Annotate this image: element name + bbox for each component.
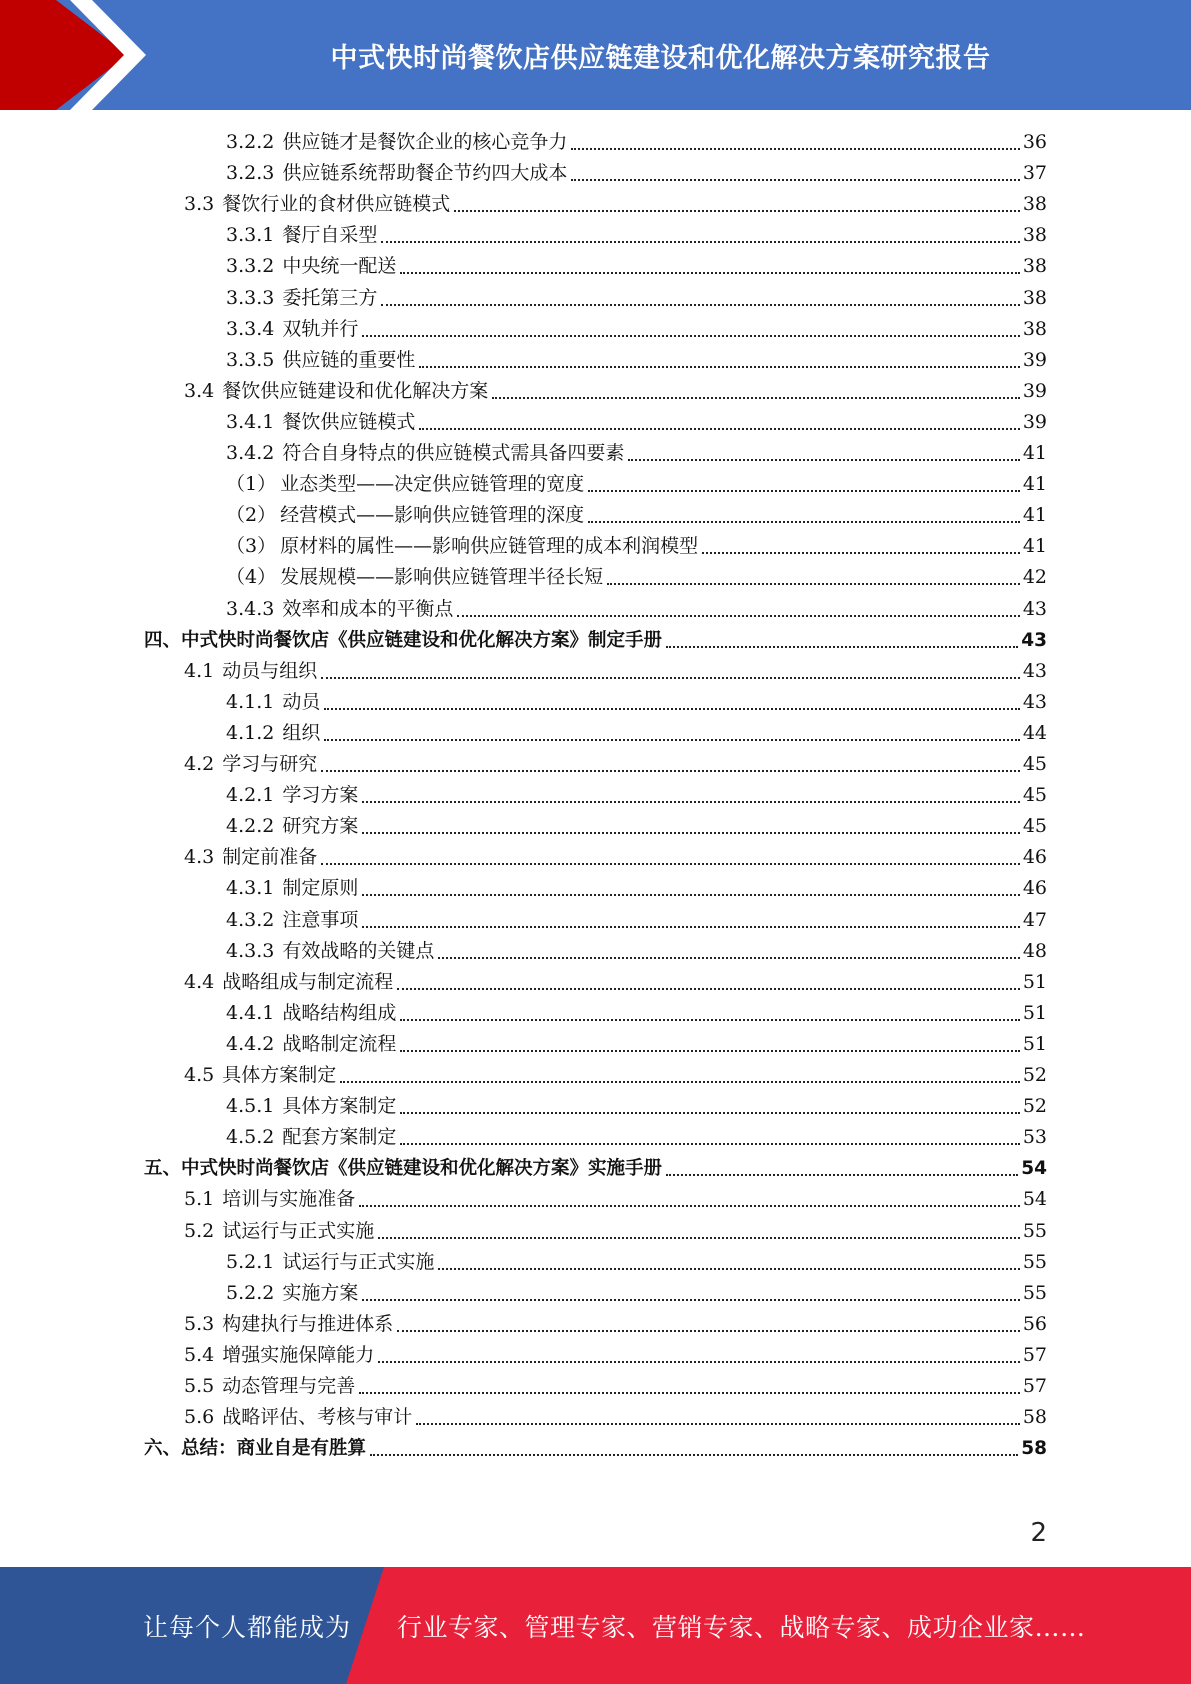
toc-entry-title: 中式快时尚餐饮店《供应链建设和优化解决方案》制定手册	[181, 629, 663, 651]
toc-entry[interactable]	[184, 1371, 1047, 1402]
toc-entry-number: （2）	[226, 504, 277, 527]
toc-entry-page: 45	[1022, 815, 1047, 838]
toc-entry-title: 学习方案	[282, 784, 359, 807]
toc-entry-number: 4.5.2	[226, 1126, 275, 1149]
toc-entry-number: 3.4.2	[226, 442, 275, 464]
toc-entry-number: 4.4.1	[226, 1001, 275, 1024]
toc-entry-number: 3.2.3	[226, 162, 275, 185]
toc-entry-page: 55	[1022, 1219, 1047, 1242]
toc-entry-page: 55	[1022, 1281, 1047, 1304]
toc-dot-leader	[571, 148, 1019, 150]
toc-entry-page: 38	[1022, 317, 1047, 340]
toc-entry-title: 试运行与正式实施	[222, 1219, 375, 1242]
toc-entry-number: 六、	[144, 1438, 182, 1460]
toc-entry[interactable]	[226, 500, 1047, 531]
toc-entry[interactable]	[226, 127, 1047, 158]
toc-entry[interactable]	[184, 376, 1047, 407]
toc-entry-number: 4.5.1	[226, 1095, 275, 1118]
toc-entry[interactable]	[226, 905, 1047, 936]
toc-dot-leader	[400, 1143, 1019, 1145]
toc-entry[interactable]	[226, 407, 1047, 438]
toc-entry-title: 培训与实施准备	[222, 1188, 356, 1211]
toc-entry[interactable]	[226, 998, 1047, 1029]
toc-entry-page: 43	[1022, 659, 1047, 682]
toc-dot-leader	[457, 615, 1019, 617]
toc-entry-title: 供应链才是餐饮企业的核心竞争力	[282, 131, 568, 153]
toc-entry-title: 具体方案制定	[222, 1064, 337, 1086]
document-title: 中式快时尚餐饮店供应链建设和优化解决方案研究报告	[330, 42, 991, 74]
toc-dot-leader	[359, 1205, 1020, 1207]
header-arrow-decoration	[0, 0, 160, 110]
toc-entry-number: 3.3.3	[226, 286, 275, 309]
toc-dot-leader	[571, 179, 1019, 181]
toc-entry-title: 餐饮行业的食材供应链模式	[222, 193, 451, 216]
toc-entry-title: 效率和成本的平衡点	[282, 597, 454, 620]
toc-entry-title: 试运行与正式实施	[282, 1250, 435, 1273]
toc-dot-leader	[588, 521, 1020, 523]
toc-entry[interactable]	[184, 749, 1047, 780]
toc-entry-page: 38	[1022, 224, 1047, 247]
toc-entry-page: 44	[1022, 721, 1047, 744]
toc-dot-leader	[588, 490, 1020, 492]
toc-dot-leader	[362, 832, 1019, 834]
toc-entry-title: 战略评估、考核与审计	[222, 1406, 413, 1429]
toc-entry-number: （1）	[226, 473, 277, 496]
toc-entry-title: 总结：商业自是有胜算	[181, 1438, 367, 1460]
toc-entry[interactable]	[226, 158, 1047, 189]
toc-dot-leader	[400, 1050, 1019, 1052]
toc-dot-leader	[362, 926, 1019, 928]
toc-entry-page: 53	[1022, 1126, 1047, 1149]
toc-entry-page: 46	[1022, 877, 1047, 900]
toc-entry-number: 4.3.3	[226, 939, 275, 962]
toc-dot-leader	[321, 863, 1020, 865]
toc-entry-title: 供应链的重要性	[282, 348, 416, 371]
toc-entry-title: 委托第三方	[282, 286, 378, 309]
toc-entry[interactable]	[226, 220, 1047, 251]
toc-entry-title: 发展规模——影响供应链管理半径长短	[280, 566, 604, 589]
toc-entry-title: 经营模式——影响供应链管理的深度	[280, 504, 585, 527]
toc-dot-leader	[370, 1454, 1018, 1456]
toc-entry[interactable]	[226, 438, 1047, 469]
page-header	[0, 0, 1191, 110]
toc-entry-title: 制定原则	[282, 877, 359, 900]
toc-dot-leader	[400, 1112, 1019, 1114]
toc-entry-number: 5.2.1	[226, 1250, 275, 1273]
toc-entry-number: 5.6	[184, 1406, 215, 1429]
page-footer	[0, 1567, 1191, 1684]
toc-dot-leader	[321, 677, 1020, 679]
toc-entry[interactable]	[226, 780, 1047, 811]
toc-entry-number: 5.4	[184, 1343, 215, 1366]
toc-entry[interactable]	[226, 1278, 1047, 1309]
toc-entry[interactable]	[184, 1340, 1047, 1371]
toc-dot-leader	[397, 1330, 1020, 1332]
toc-entry[interactable]	[226, 345, 1047, 376]
toc-entry-title: 注意事项	[282, 908, 359, 931]
toc-entry-title: 构建执行与推进体系	[222, 1312, 394, 1335]
toc-entry[interactable]	[184, 189, 1047, 220]
toc-entry-number: 5.5	[184, 1375, 215, 1397]
toc-entry-number: 3.2.2	[226, 131, 275, 153]
toc-entry-page: 38	[1022, 255, 1047, 278]
toc-dot-leader	[400, 272, 1019, 274]
toc-entry[interactable]	[184, 1309, 1047, 1340]
toc-entry-number: （3）	[226, 535, 277, 558]
toc-entry-page: 41	[1022, 504, 1047, 527]
toc-entry-number: 3.3.5	[226, 348, 275, 371]
toc-entry-page: 39	[1022, 348, 1047, 371]
toc-dot-leader	[362, 894, 1019, 896]
toc-entry[interactable]	[184, 1184, 1047, 1215]
toc-entry[interactable]	[226, 531, 1047, 562]
toc-entry-page: 51	[1022, 970, 1047, 993]
toc-entry-page: 39	[1022, 379, 1047, 402]
toc-dot-leader	[454, 210, 1020, 212]
toc-entry-page: 43	[1021, 629, 1047, 651]
toc-entry[interactable]	[226, 1091, 1047, 1122]
toc-entry-title: 战略制定流程	[282, 1032, 397, 1055]
toc-entry[interactable]	[226, 469, 1047, 500]
toc-entry-title: 双轨并行	[282, 317, 359, 340]
toc-entry[interactable]	[226, 283, 1047, 314]
toc-entry-page: 57	[1022, 1375, 1047, 1397]
toc-entry[interactable]	[144, 1153, 1047, 1184]
toc-dot-leader	[702, 552, 1020, 554]
toc-entry-title: 有效战略的关键点	[282, 939, 435, 962]
footer-slogan-right: 行业专家、管理专家、营销专家、战略专家、成功企业家……	[397, 1612, 1086, 1642]
toc-entry-title: 餐饮供应链建设和优化解决方案	[222, 379, 489, 402]
toc-entry-title: 餐饮供应链模式	[282, 410, 416, 433]
toc-dot-leader	[397, 988, 1020, 990]
toc-entry-number: 4.4	[184, 970, 215, 993]
toc-entry-title: 具体方案制定	[282, 1095, 397, 1118]
toc-entry-title: 战略组成与制定流程	[222, 970, 394, 993]
footer-slogan-left: 让每个人都能成为	[143, 1612, 352, 1642]
toc-entry-number: 3.3.1	[226, 224, 275, 247]
toc-entry-number: 5.1	[184, 1188, 215, 1211]
toc-entry[interactable]	[184, 842, 1047, 873]
toc-entry-number: 5.3	[184, 1312, 215, 1335]
toc-dot-leader	[419, 366, 1019, 368]
toc-entry-title: 学习与研究	[222, 753, 318, 775]
toc-dot-leader	[362, 801, 1019, 803]
toc-dot-leader	[416, 1423, 1020, 1425]
toc-entry-number: 四、	[144, 629, 182, 651]
toc-entry-title: 战略结构组成	[282, 1001, 397, 1024]
toc-entry-title: 符合自身特点的供应链模式需具备四要素	[282, 442, 625, 464]
toc-entry-number: 4.2	[184, 753, 215, 775]
toc-entry-page: 58	[1021, 1438, 1047, 1460]
toc-dot-leader	[400, 1019, 1019, 1021]
toc-entry-number: 4.3.2	[226, 908, 275, 931]
toc-entry-page: 57	[1022, 1343, 1047, 1366]
toc-dot-leader	[378, 1237, 1020, 1239]
toc-entry-page: 45	[1022, 753, 1047, 775]
toc-entry-page: 52	[1022, 1064, 1047, 1086]
toc-entry-number: 5.2	[184, 1219, 215, 1242]
toc-entry-page: 45	[1022, 784, 1047, 807]
toc-entry-number: 3.3.2	[226, 255, 275, 278]
toc-entry-number: 4.2.2	[226, 815, 275, 838]
toc-entry[interactable]	[144, 625, 1047, 656]
toc-entry[interactable]	[226, 1122, 1047, 1153]
toc-entry-page: 41	[1022, 442, 1047, 464]
toc-entry[interactable]	[226, 811, 1047, 842]
toc-entry-page: 42	[1022, 566, 1047, 589]
toc-entry-number: 3.4	[184, 379, 215, 402]
toc-dot-leader	[362, 1299, 1019, 1301]
toc-entry[interactable]	[184, 1060, 1047, 1091]
toc-entry-number: 3.3	[184, 193, 215, 216]
toc-dot-leader	[607, 583, 1020, 585]
toc-entry-title: 研究方案	[282, 815, 359, 838]
toc-dot-leader	[321, 770, 1020, 772]
toc-dot-leader	[324, 739, 1019, 741]
toc-entry[interactable]	[226, 873, 1047, 904]
toc-entry-page: 46	[1022, 846, 1047, 869]
toc-entry-number: 4.4.2	[226, 1032, 275, 1055]
toc-entry-number: 4.2.1	[226, 784, 275, 807]
toc-entry-title: 中式快时尚餐饮店《供应链建设和优化解决方案》实施手册	[181, 1158, 663, 1180]
toc-dot-leader	[492, 397, 1020, 399]
toc-entry-title: 实施方案	[282, 1281, 359, 1304]
toc-entry[interactable]	[144, 1433, 1047, 1464]
toc-entry-number: 五、	[144, 1158, 182, 1180]
toc-dot-leader	[666, 646, 1018, 648]
toc-entry-title: 餐厅自采型	[282, 224, 378, 247]
page-number: 2	[1030, 1518, 1047, 1548]
toc-entry-number: 4.3	[184, 846, 215, 869]
toc-entry-page: 36	[1022, 131, 1047, 153]
toc-entry-page: 39	[1022, 410, 1047, 433]
toc-entry-page: 47	[1022, 908, 1047, 931]
toc-dot-leader	[438, 1268, 1019, 1270]
toc-entry-page: 48	[1022, 939, 1047, 962]
toc-entry-page: 43	[1022, 690, 1047, 713]
toc-dot-leader	[381, 241, 1019, 243]
toc-entry-number: 4.5	[184, 1064, 215, 1086]
toc-entry[interactable]	[226, 562, 1047, 593]
toc-entry-number: 3.4.3	[226, 597, 275, 620]
toc-entry-page: 56	[1022, 1312, 1047, 1335]
toc-entry[interactable]	[184, 1216, 1047, 1247]
toc-entry-title: 动员与组织	[222, 659, 318, 682]
toc-entry-title: 配套方案制定	[282, 1126, 397, 1149]
toc-dot-leader	[628, 459, 1019, 461]
toc-entry[interactable]	[184, 656, 1047, 687]
toc-entry[interactable]	[226, 1029, 1047, 1060]
toc-entry[interactable]	[226, 1247, 1047, 1278]
toc-dot-leader	[419, 428, 1019, 430]
toc-entry[interactable]	[226, 936, 1047, 967]
toc-entry-page: 37	[1022, 162, 1047, 185]
toc-entry[interactable]	[184, 1402, 1047, 1433]
toc-dot-leader	[666, 1174, 1018, 1176]
toc-entry-page: 58	[1022, 1406, 1047, 1429]
toc-entry-title: 供应链系统帮助餐企节约四大成本	[282, 162, 568, 185]
toc-entry-page: 41	[1022, 473, 1047, 496]
toc-entry-page: 55	[1022, 1250, 1047, 1273]
toc-entry-page: 51	[1022, 1032, 1047, 1055]
toc-entry-number: 3.3.4	[226, 317, 275, 340]
toc-entry-title: 业态类型——决定供应链管理的宽度	[280, 473, 585, 496]
toc-entry-number: 3.4.1	[226, 410, 275, 433]
toc-entry[interactable]	[226, 251, 1047, 282]
toc-entry[interactable]	[226, 314, 1047, 345]
toc-entry[interactable]	[226, 687, 1047, 718]
toc-entry-page: 41	[1022, 535, 1047, 558]
toc-entry-title: 增强实施保障能力	[222, 1343, 375, 1366]
toc-dot-leader	[378, 1361, 1020, 1363]
toc-entry-number: 4.1	[184, 659, 215, 682]
toc-dot-leader	[381, 304, 1019, 306]
toc-dot-leader	[438, 957, 1019, 959]
toc-dot-leader	[362, 335, 1019, 337]
toc-entry-number: 4.1.1	[226, 690, 275, 713]
toc-entry-title: 组织	[282, 721, 321, 744]
toc-dot-leader	[359, 1392, 1020, 1394]
toc-entry-number: 4.3.1	[226, 877, 275, 900]
toc-entry-page: 54	[1022, 1188, 1047, 1211]
toc-entry-page: 38	[1022, 193, 1047, 216]
toc-entry-page: 43	[1022, 597, 1047, 620]
toc-entry-page: 38	[1022, 286, 1047, 309]
toc-entry-number: 5.2.2	[226, 1281, 275, 1304]
toc-entry[interactable]	[226, 594, 1047, 625]
toc-entry-number: （4）	[226, 566, 277, 589]
toc-entry-page: 51	[1022, 1001, 1047, 1024]
toc-entry-title: 动态管理与完善	[222, 1375, 356, 1397]
toc-entry-number: 4.1.2	[226, 721, 275, 744]
toc-entry[interactable]	[226, 718, 1047, 749]
toc-entry-title: 原材料的属性——影响供应链管理的成本利润模型	[280, 535, 699, 558]
toc-entry-page: 52	[1022, 1095, 1047, 1118]
toc-dot-leader	[324, 708, 1019, 710]
toc-dot-leader	[340, 1081, 1020, 1083]
toc-entry-title: 制定前准备	[222, 846, 318, 869]
toc-entry-title: 动员	[282, 690, 321, 713]
toc-entry-title: 中央统一配送	[282, 255, 397, 278]
toc-entry[interactable]	[184, 967, 1047, 998]
toc-entry-page: 54	[1021, 1158, 1047, 1180]
